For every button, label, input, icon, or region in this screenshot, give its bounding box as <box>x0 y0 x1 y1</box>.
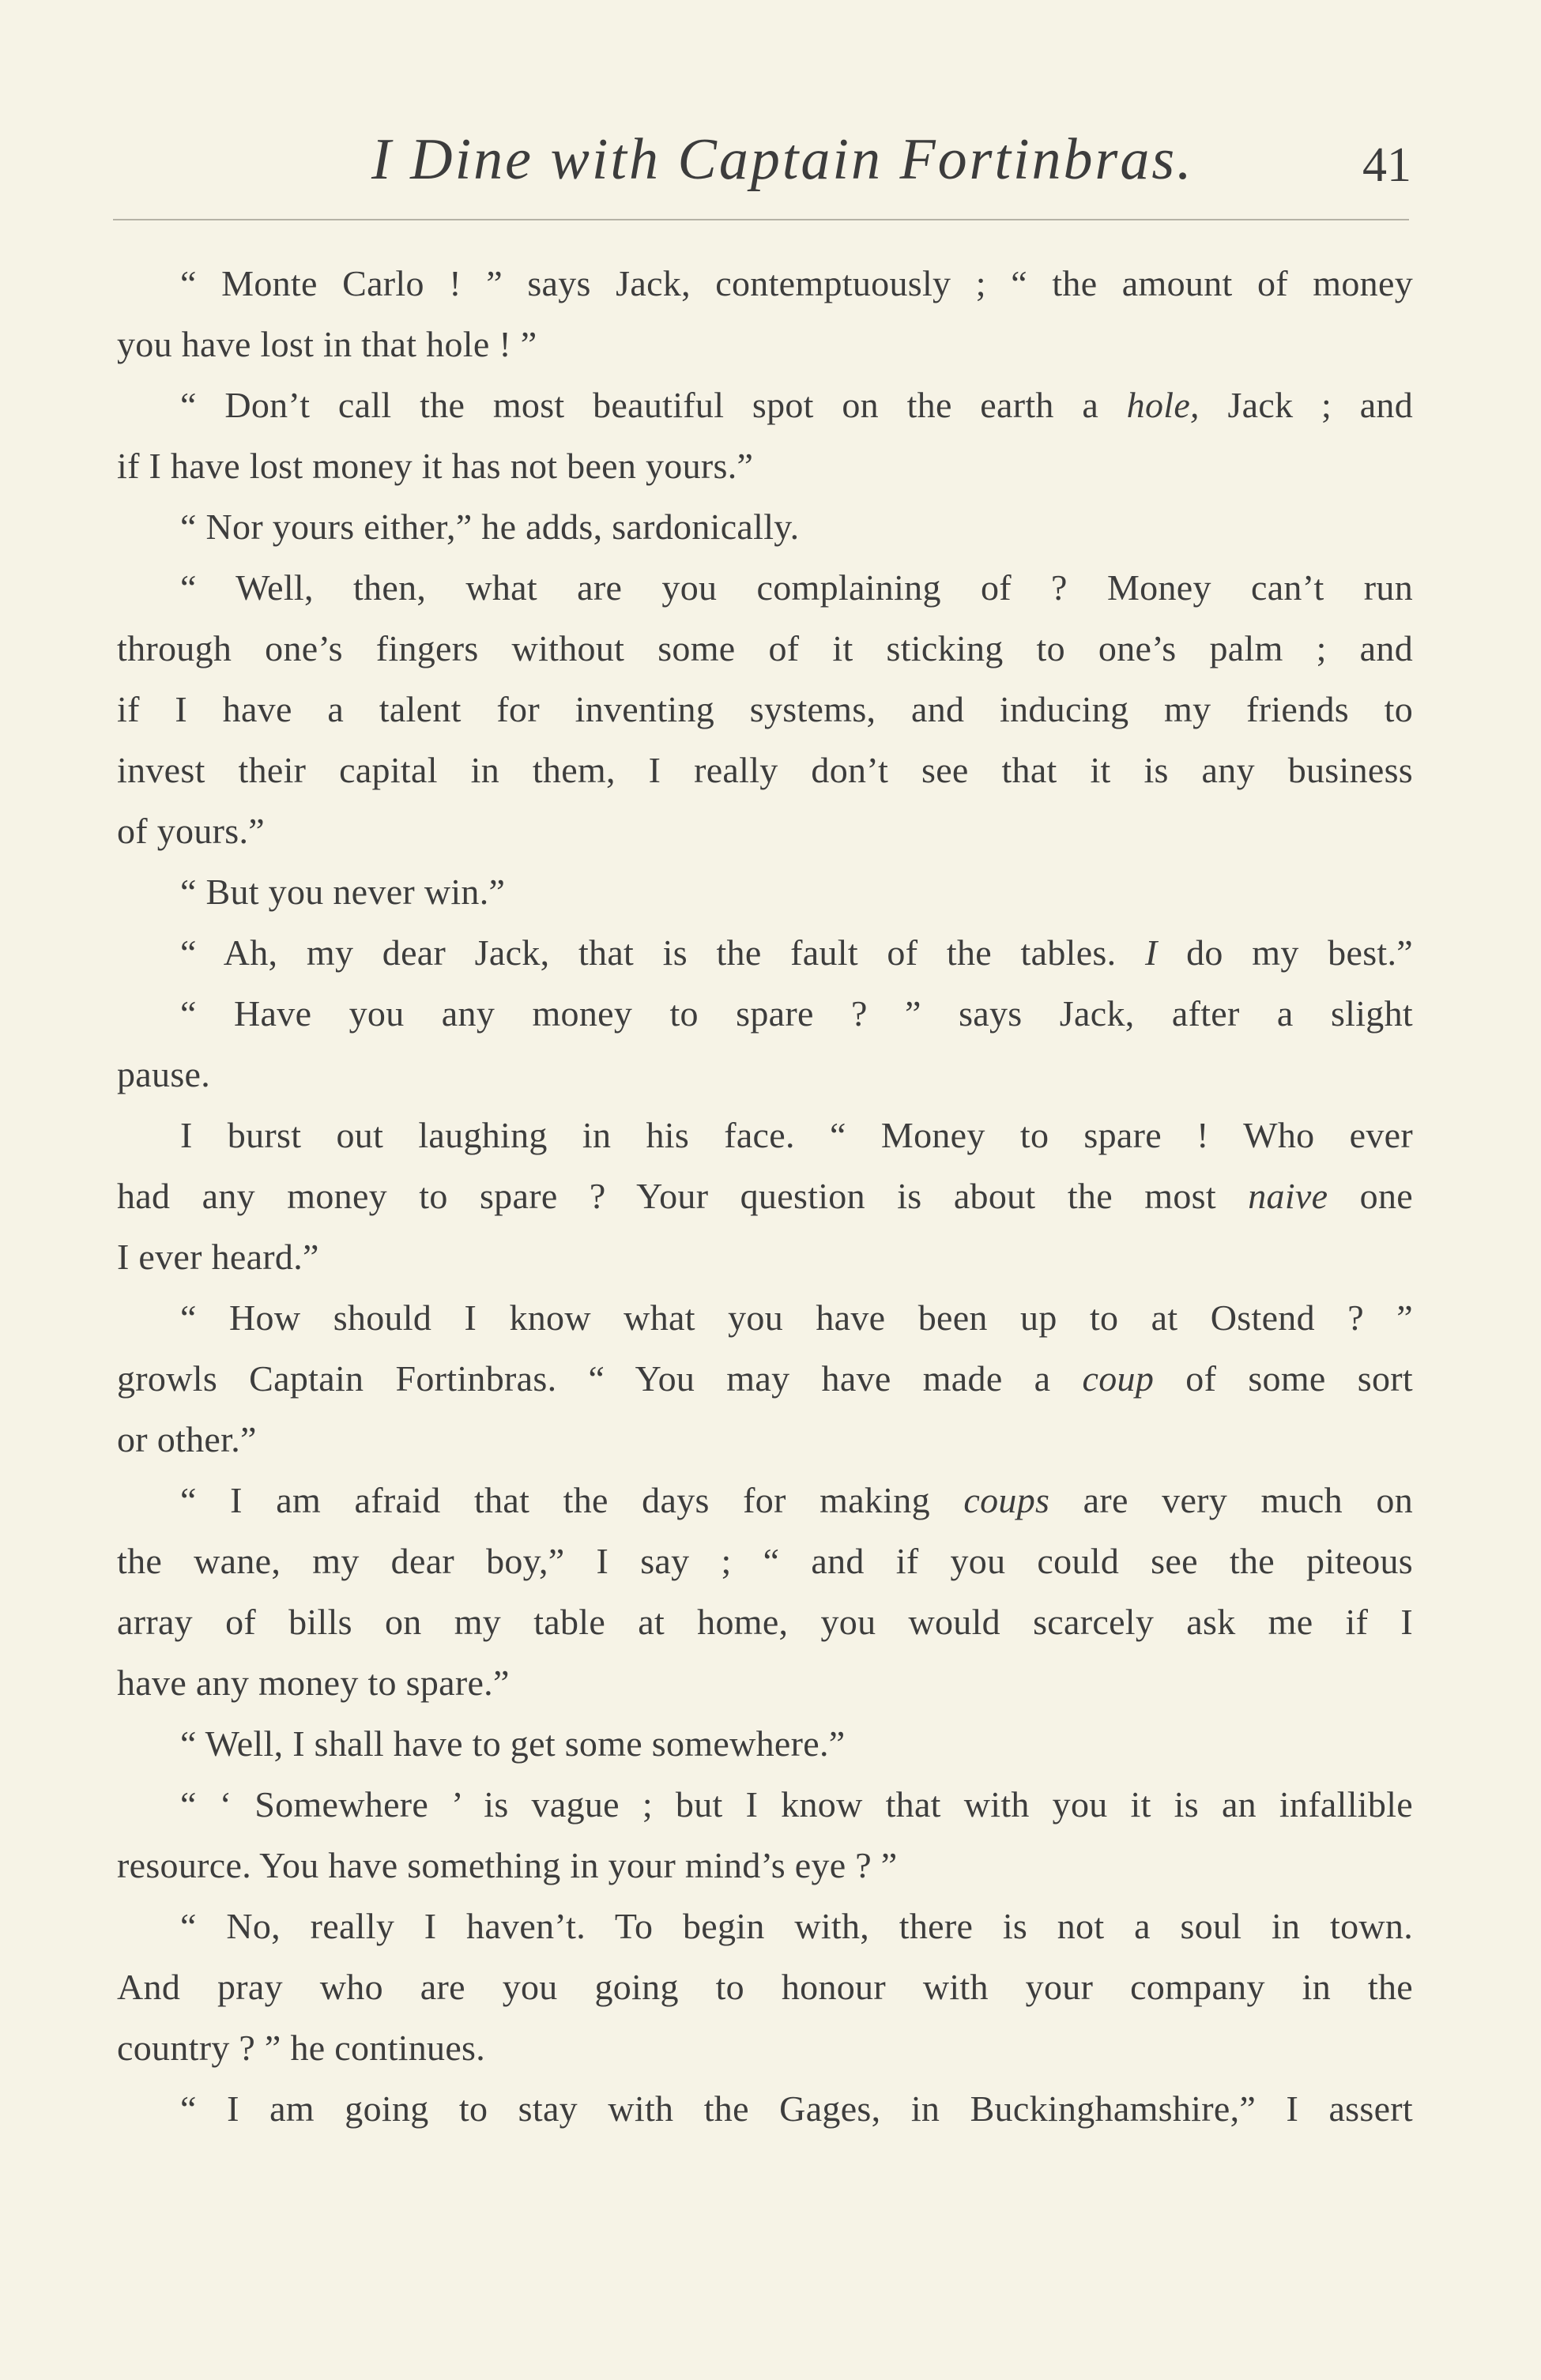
text-line: invest their capital in them, I really don’t see that it is any business <box>117 750 1413 790</box>
text-line: the wane, my dear boy,” I say ; “ and if you could see the piteous <box>117 1541 1413 1581</box>
text-line: if I have a talent for inventing systems, and inducing my friends to <box>117 689 1413 729</box>
header-rule <box>113 219 1409 220</box>
italic-word: naive <box>1248 1176 1328 1216</box>
italic-word: hole, <box>1126 385 1200 425</box>
running-head <box>119 119 1415 205</box>
text-line: array of bills on my table at home, you would scarcely ask me if I <box>117 1602 1413 1642</box>
text-line: growls Captain Fortinbras. “ You may have made a coup of some sort <box>117 1358 1413 1399</box>
text-line: “ I am going to stay with the Gages, in Buckinghamshire,” I assert <box>180 2088 1413 2129</box>
text-line: “ Well, I shall have to get some somewhere.” <box>180 1723 846 1764</box>
page-number: 41 <box>1362 138 1411 192</box>
text-line: “ How should I know what you have been up to at Ostend ? ” <box>180 1297 1413 1338</box>
text-line: I burst out laughing in his face. “ Money to spare ! Who ever <box>180 1115 1413 1155</box>
text-line: “ But you never win.” <box>180 872 506 912</box>
text-line: “ No, really I haven’t. To begin with, there is not a soul in town. <box>180 1906 1413 1946</box>
text-line: “ Well, then, what are you complaining of ? Money can’t run <box>180 567 1413 608</box>
text-line: resource. You have something in your mind’s eye ? ” <box>117 1845 898 1885</box>
text-line: had any money to spare ? Your question is about the most naive one <box>117 1176 1413 1216</box>
text-line: or other.” <box>117 1419 257 1459</box>
text-line: And pray who are you going to honour with your company in the <box>117 1967 1413 2007</box>
text-line: I ever heard.” <box>117 1237 319 1277</box>
text-line: “ Nor yours either,” he adds, sardonically. <box>180 507 800 547</box>
body-text <box>117 253 1413 2139</box>
text-line: pause. <box>117 1054 211 1094</box>
text-line: “ ‘ Somewhere ’ is vague ; but I know that with you it is an infallible <box>180 1784 1413 1825</box>
text-line: country ? ” he continues. <box>117 2028 486 2068</box>
text-line: “ I am afraid that the days for making coups are very much on <box>180 1480 1413 1520</box>
text-line: you have lost in that hole ! ” <box>117 324 537 364</box>
italic-word: I <box>1144 932 1158 973</box>
text-line: “ Have you any money to spare ? ” says Jack, after a slight <box>180 993 1413 1034</box>
text-line: if I have lost money it has not been yours.” <box>117 446 754 486</box>
text-line: “ Don’t call the most beautiful spot on the earth a hole, Jack ; and <box>180 385 1413 425</box>
text-line: of yours.” <box>117 811 265 851</box>
text-line: through one’s fingers without some of it sticking to one’s palm ; and <box>117 628 1413 668</box>
italic-word: coups <box>963 1480 1050 1520</box>
text-line: “ Monte Carlo ! ” says Jack, contemptuously ; “ the amount of money <box>180 263 1413 303</box>
text-line: have any money to spare.” <box>117 1663 510 1703</box>
text-line: “ Ah, my dear Jack, that is the fault of the tables. I do my best.” <box>180 932 1413 973</box>
running-title: I Dine with Captain Fortinbras. <box>371 127 1194 192</box>
italic-word: coup <box>1082 1358 1155 1399</box>
